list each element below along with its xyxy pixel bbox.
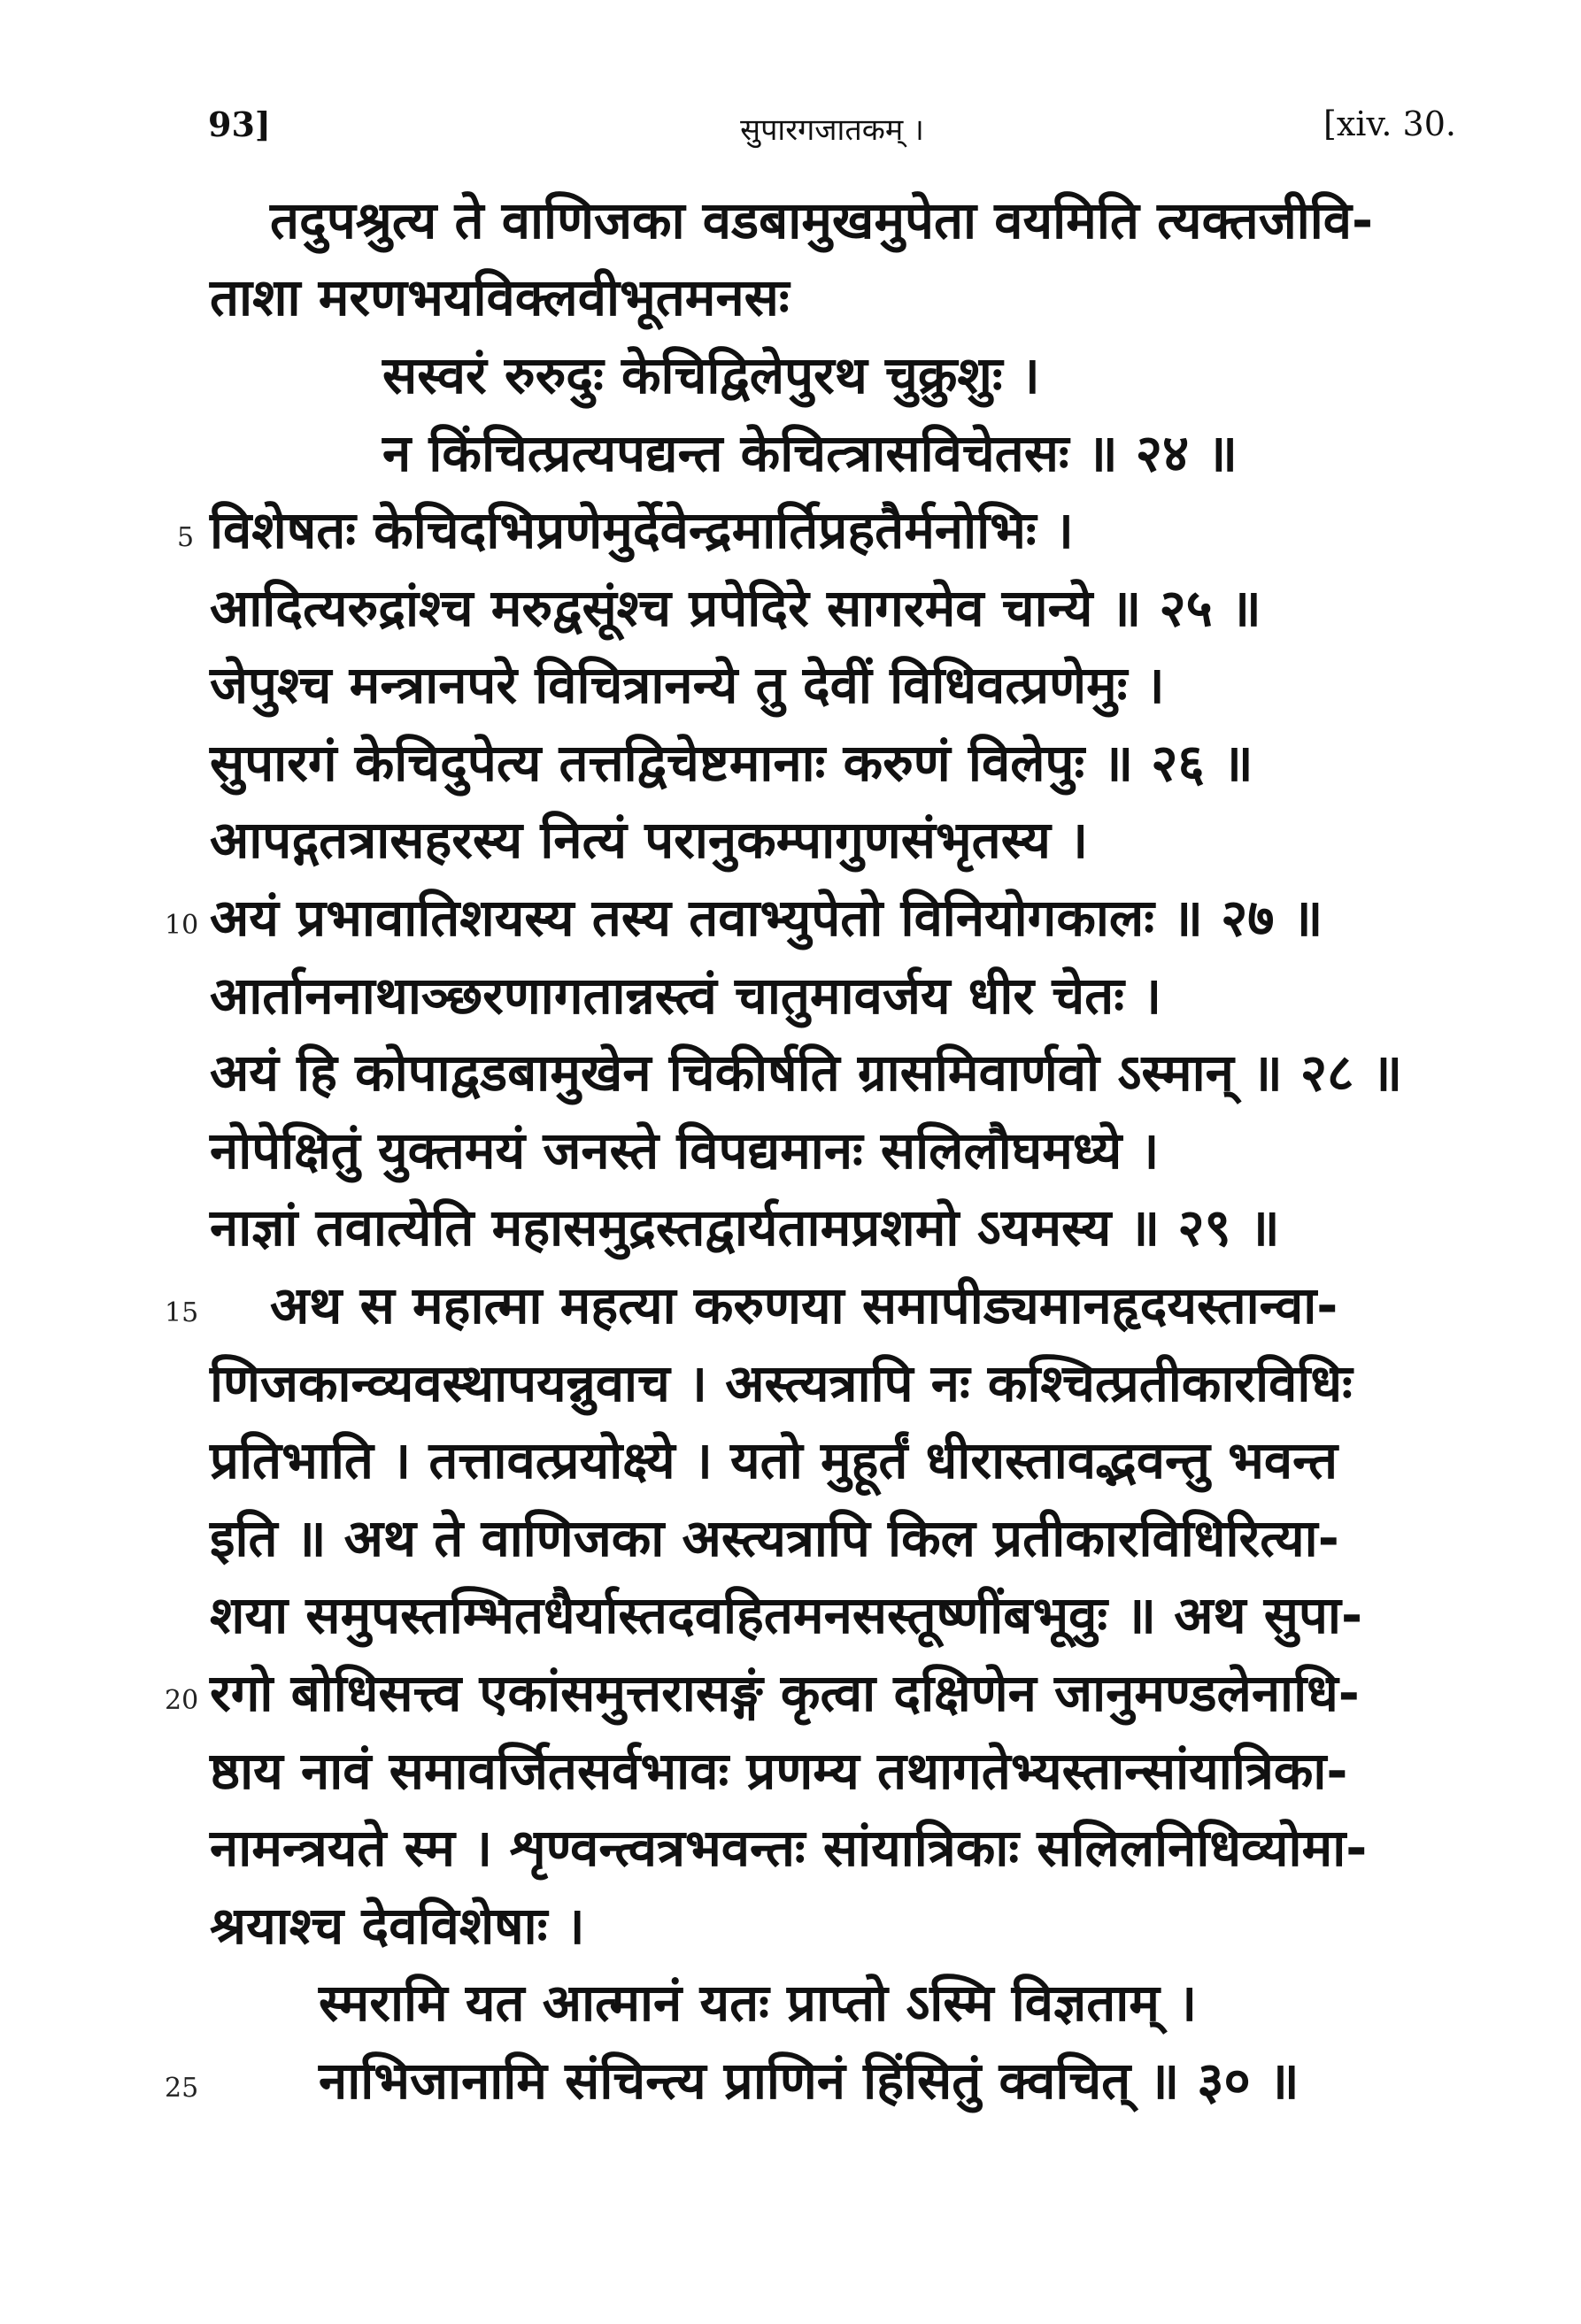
text-line-17: प्रतिभाति । तत्तावत्प्रयोक्ष्ये । यतो मुहूर्तं धीरास्तावद्भवन्तु भवन्त — [210, 1430, 1338, 1490]
verse-line-24: स्मरामि यत आत्मानं यतः प्राप्तो ऽस्मि विज्ञताम् । — [319, 1973, 1198, 2033]
verse-line-13: नोपेक्षितुं युक्तमयं जनस्ते विपद्यमानः सलिलौघमध्ये । — [210, 1120, 1160, 1181]
verse-line-14: नाज्ञां तवात्येति महासमुद्रस्तद्वार्यतामप्रशमो ऽयमस्य ॥ २९ ॥ — [210, 1197, 1280, 1258]
verse-line-5: विशेषतः केचिदभिप्रणेमुर्देवेन्द्रमार्तिप्रहतैर्मनोभिः । — [210, 500, 1074, 560]
text-line-19: शया समुपस्तम्भितधैर्यास्तदवहितमनसस्तूष्णींबभूवुः ॥ अथ सुपा- — [210, 1585, 1363, 1645]
line-number-5: 5 — [177, 522, 195, 553]
page-number: 93] — [208, 104, 271, 144]
line-number-25: 25 — [165, 2073, 199, 2104]
text-line-20: रगो बोधिसत्त्व एकांसमुत्तरासङ्गं कृत्वा दक्षिणेन जानुमण्डलेनाधि- — [210, 1663, 1360, 1723]
verse-line-10: अयं प्रभावातिशयस्य तस्य तवाभ्युपेतो विनियोगकालः ॥ २७ ॥ — [210, 888, 1323, 948]
verse-line-7: जेपुश्च मन्त्रानपरे विचित्रानन्ये तु देवीं विधिवत्प्रणेमुः । — [210, 655, 1165, 715]
line-number-20: 20 — [165, 1685, 199, 1716]
text-line-16: णिजकान्व्यवस्थापयन्नुवाच । अस्त्यत्रापि नः कश्चित्प्रतीकारविधिः — [210, 1353, 1353, 1413]
verse-line-3: सस्वरं रुरुदुः केचिद्विलेपुरथ चुक्रुशुः । — [382, 345, 1040, 405]
text-line-22: नामन्त्रयते स्म । शृण्वन्त्वत्रभवन्तः सांयात्रिकाः सलिलनिधिव्योमा- — [210, 1818, 1368, 1878]
verse-line-6: आदित्यरुद्रांश्च मरुद्वसूंश्च प्रपेदिरे सागरमेव चान्ये ॥ २५ ॥ — [210, 578, 1261, 638]
running-title: सुपारगजातकम् । — [740, 112, 924, 148]
verse-reference: [xiv. 30. — [1323, 104, 1456, 143]
verse-line-11: आर्ताननाथाञ्छरणागतान्नस्त्वं चातुमावर्जय धीर चेतः । — [210, 966, 1162, 1026]
text-line-15: अथ स महात्मा महत्या करुणया समापीड्यमानहृदयस्तान्वा- — [270, 1275, 1338, 1335]
text-line-2: ताशा मरणभयविक्लवीभूतमनसः — [210, 267, 790, 327]
text-line-21: ष्ठाय नावं समावर्जितसर्वभावः प्रणम्य तथागतेभ्यस्तान्सांयात्रिका- — [210, 1741, 1348, 1801]
text-line-23: श्रयाश्च देवविशेषाः । — [210, 1896, 585, 1956]
line-number-15: 15 — [165, 1297, 199, 1328]
text-line-18: इति ॥ अथ ते वाणिजका अस्त्यत्रापि किल प्रतीकारविधिरित्या- — [210, 1508, 1339, 1568]
verse-line-25: नाभिजानामि संचिन्त्य प्राणिनं हिंसितुं क्वचित् ॥ ३० ॥ — [319, 2051, 1300, 2111]
running-header — [208, 104, 1456, 158]
line-number-10: 10 — [165, 910, 199, 941]
verse-line-9: आपद्गतत्रासहरस्य नित्यं परानुकम्पागुणसंभृतस्य । — [210, 810, 1089, 870]
verse-line-4: न किंचित्प्रत्यपद्यन्त केचित्त्रासविचेतसः ॥ २४ ॥ — [382, 423, 1238, 483]
verse-line-8: सुपारगं केचिदुपेत्य तत्तद्विचेष्टमानाः करुणं विलेपुः ॥ २६ ॥ — [210, 733, 1253, 793]
verse-line-12: अयं हि कोपाद्वडबामुखेन चिकीर्षति ग्रासमिवार्णवो ऽस्मान् ॥ २८ ॥ — [210, 1043, 1403, 1103]
text-line-1: तदुपश्रुत्य ते वाणिजका वडबामुखमुपेता वयमिति त्यक्तजीवि- — [270, 190, 1374, 250]
